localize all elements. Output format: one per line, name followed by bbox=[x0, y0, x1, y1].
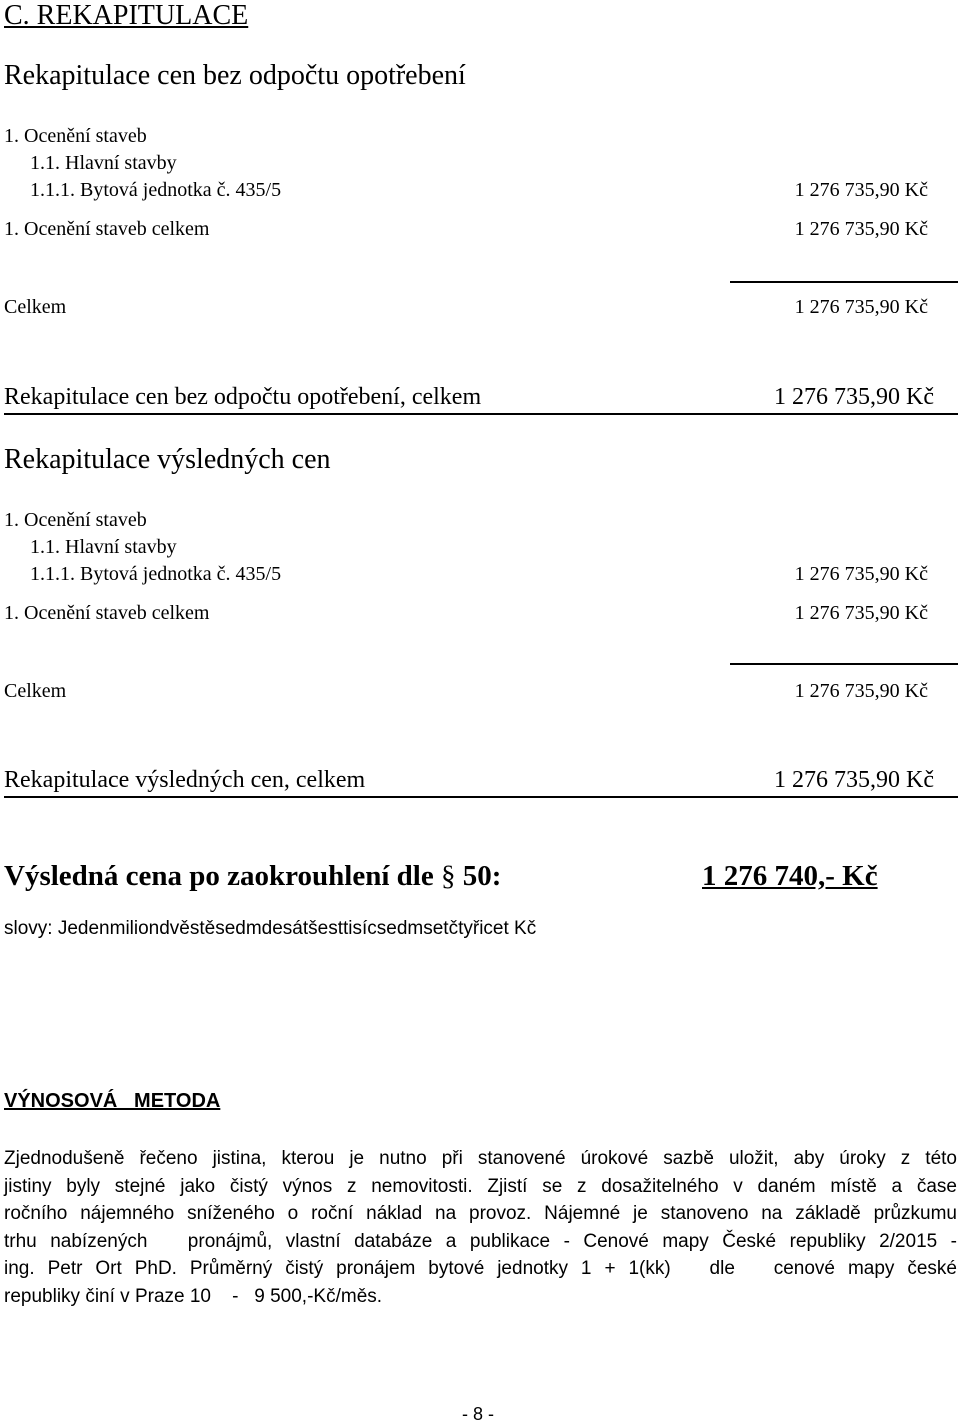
block1-item-level2: 1.1. Hlavní stavby bbox=[30, 152, 177, 174]
block1-summary-label: Rekapitulace cen bez odpočtu opotřebení, celkem bbox=[4, 384, 482, 410]
final-price-label-prefix: Výsledná cena po zaokrouhlení dle bbox=[4, 860, 441, 892]
block1-total-label: Celkem bbox=[4, 296, 67, 318]
method-paragraph bbox=[4, 1145, 957, 1310]
block2-item-level2: 1.1. Hlavní stavby bbox=[30, 536, 177, 558]
block2-total-value: 1 276 735,90 Kč bbox=[794, 680, 928, 702]
block1-item-level3-value: 1 276 735,90 Kč bbox=[794, 179, 928, 201]
method-paragraph-line: republiky činí v Praze 10 - 9 500,-Kč/měs. bbox=[4, 1285, 383, 1307]
block1-title: Rekapitulace cen bez odpočtu opotřebení bbox=[4, 60, 466, 91]
block1-summary-rule bbox=[4, 413, 958, 415]
block1-item-level1: 1. Ocenění staveb bbox=[4, 125, 147, 147]
final-price-label-suffix: 50: bbox=[455, 860, 502, 892]
block1-total-value: 1 276 735,90 Kč bbox=[794, 296, 928, 318]
method-heading: VÝNOSOVÁ METODA bbox=[4, 1090, 221, 1112]
block2-summary-label: Rekapitulace výsledných cen, celkem bbox=[4, 767, 366, 793]
block2-item-level1: 1. Ocenění staveb bbox=[4, 509, 147, 531]
block2-subtotal-value: 1 276 735,90 Kč bbox=[794, 602, 928, 624]
block1-item-level3: 1.1.1. Bytová jednotka č. 435/5 bbox=[30, 179, 282, 201]
block1-summary-value: 1 276 735,90 Kč bbox=[774, 384, 934, 410]
method-paragraph-line: jistiny byly stejné jako čistý výnos z nemovitosti. Zjistí se z dosažitelného v daném místě a čase bbox=[4, 1175, 957, 1197]
method-paragraph-line: Zjednodušeně řečeno jistina, kterou je nutno při stanovené úrokové sazbě uložit, aby úroky z této bbox=[4, 1148, 957, 1169]
paragraph-sign: § bbox=[440, 860, 456, 892]
block2-summary-rule bbox=[4, 796, 958, 798]
method-paragraph-line: ing. Petr Ort PhD. Průměrný čistý pronájem bytové jednotky 1 + 1(kk) dle cenové mapy české bbox=[4, 1258, 957, 1279]
section-heading: C. REKAPITULACE bbox=[4, 0, 249, 31]
block2-item-level3: 1.1.1. Bytová jednotka č. 435/5 bbox=[30, 563, 282, 585]
block2-subtotal-label: 1. Ocenění staveb celkem bbox=[4, 602, 210, 624]
block2-total-rule bbox=[730, 663, 958, 665]
block1-subtotal-label: 1. Ocenění staveb celkem bbox=[4, 218, 210, 240]
final-price-value: 1 276 740,- Kč bbox=[702, 860, 878, 892]
block1-total-rule bbox=[730, 281, 958, 283]
page-number: - 8 - bbox=[462, 1404, 495, 1424]
block2-total-label: Celkem bbox=[4, 680, 67, 702]
final-price-in-words: slovy: Jedenmiliondvěstěsedmdesátšesttisícsedmsetčtyřicet Kč bbox=[4, 918, 537, 939]
block1-subtotal-value: 1 276 735,90 Kč bbox=[794, 218, 928, 240]
block2-item-level3-value: 1 276 735,90 Kč bbox=[794, 563, 928, 585]
method-paragraph-line: ročního nájemného sníženého o roční náklad na provoz. Nájemné je stanoveno na základě průzkumu bbox=[4, 1203, 957, 1224]
block2-summary-value: 1 276 735,90 Kč bbox=[774, 767, 934, 793]
method-paragraph-line: trhu nabízených pronájmů, vlastní databáze a publikace - Cenové mapy České republiky 2/2015 - bbox=[4, 1230, 957, 1252]
block2-title: Rekapitulace výsledných cen bbox=[4, 444, 331, 475]
final-price-label bbox=[4, 860, 501, 893]
